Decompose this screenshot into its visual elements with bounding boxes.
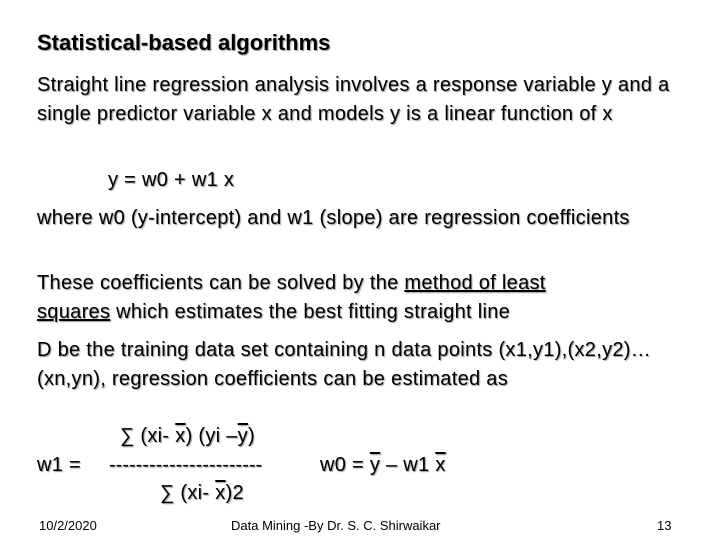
x-bar-w0: $\overline{x}$ — [435, 454, 446, 476]
fraction-line: ----------------------- — [109, 454, 263, 476]
w1-denominator-part-a: ∑ (xi- — [160, 482, 216, 504]
least-squares-text-before: These coefficients can be solved by the — [37, 272, 405, 294]
x-bar: $\overline{x}$ — [175, 425, 186, 447]
intro-paragraph — [37, 71, 697, 129]
least-squares-paragraph — [37, 269, 677, 327]
method-of-least-squares-link[interactable]: method of least — [404, 272, 546, 294]
intro-text: Straight line regression analysis involves a response variable y and a single predictor variable x and models y is a linear function of x — [37, 74, 670, 125]
w1-denominator-part-b: )2 — [225, 482, 244, 504]
w1-numerator — [120, 425, 255, 448]
w1-label: w1 = — [37, 454, 82, 476]
w1-denominator — [160, 482, 244, 505]
footer-credit: Data Mining -By Dr. S. C. Shirwaikar — [231, 518, 441, 533]
w1-numerator-part-c: ) — [247, 425, 255, 447]
where-text: where w0 (y-intercept) and w1 (slope) are regression coefficients — [37, 207, 630, 229]
method-of-least-squares-link-cont[interactable]: squares — [37, 301, 111, 323]
regression-equation: y = w0 + w1 x — [108, 169, 235, 191]
y-bar: $\overline{y}$ — [237, 425, 248, 447]
w0-part-a: w0 = — [320, 454, 370, 476]
data-set-text: D be the training data set containing n data points (x1,y1),(x2,y2)…(xn,yn), regression coefficients can be estimated as — [37, 339, 652, 390]
data-set-paragraph — [37, 336, 667, 394]
w1-numerator-part-b: ) (yi – — [185, 425, 238, 447]
footer-page-number: 13 — [657, 518, 672, 533]
slide-title: Statistical-based algorithms — [37, 30, 331, 55]
where-paragraph — [37, 204, 657, 233]
y-bar-w0: $\overline{y}$ — [369, 454, 381, 476]
footer-date: 10/2/2020 — [39, 518, 97, 533]
w1-numerator-part-a: ∑ (xi- — [120, 425, 176, 447]
least-squares-text-after: which estimates the best fitting straight line — [110, 301, 511, 323]
x-bar-denominator: $\overline{x}$ — [215, 482, 226, 504]
w0-part-b: – w1 — [380, 454, 436, 476]
w0-formula — [320, 454, 446, 477]
